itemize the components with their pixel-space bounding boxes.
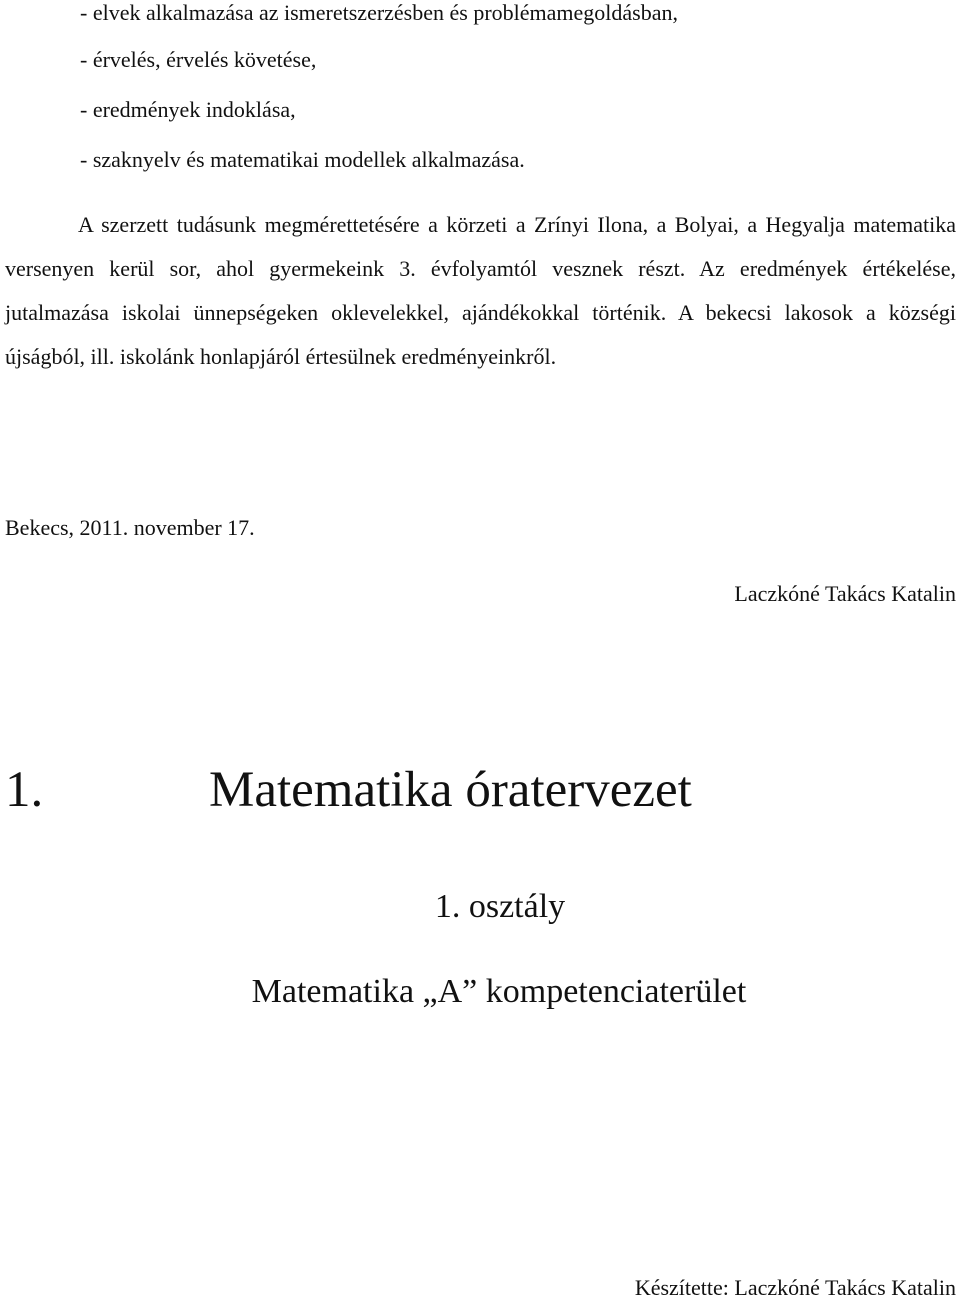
section-heading: [5, 758, 955, 822]
paragraph-text: A szerzett tudásunk megmérettetésére a körzeti a Zrínyi Ilona, a Bolyai, a Hegyalja matematika versenyen kerül sor, ahol gyermekeink 3. évfolyamtól vesznek részt. Az eredmények értékelése, jutalmazása iskolai ünnepségeken oklevelekkel, ajándékokkal történik. A bekecsi lakosok a községi újságból, ill. iskolánk honlapjáról értesülnek eredményeinkről.: [5, 212, 956, 369]
signature-name: Laczkóné Takács Katalin: [734, 581, 956, 606]
area-subtitle: Matematika „A” kompetenciaterület: [251, 973, 747, 1010]
place-date: Bekecs, 2011. november 17.: [5, 515, 255, 540]
bullet-item: - elvek alkalmazása az ismeretszerzésben és problémamegoldásban,: [80, 0, 678, 25]
section-number: 1.: [5, 762, 44, 818]
bullet-item: - szaknyelv és matematikai modellek alkalmazása.: [80, 147, 525, 172]
bullet-item: - eredmények indoklása,: [80, 97, 296, 122]
bullet-item: - érvelés, érvelés követése,: [80, 47, 317, 72]
prepared-by: Készítette: Laczkóné Takács Katalin: [634, 1275, 956, 1300]
body-paragraph: [5, 203, 956, 379]
section-title: Matematika óratervezet: [209, 762, 692, 818]
class-subtitle: 1. osztály: [434, 888, 566, 925]
